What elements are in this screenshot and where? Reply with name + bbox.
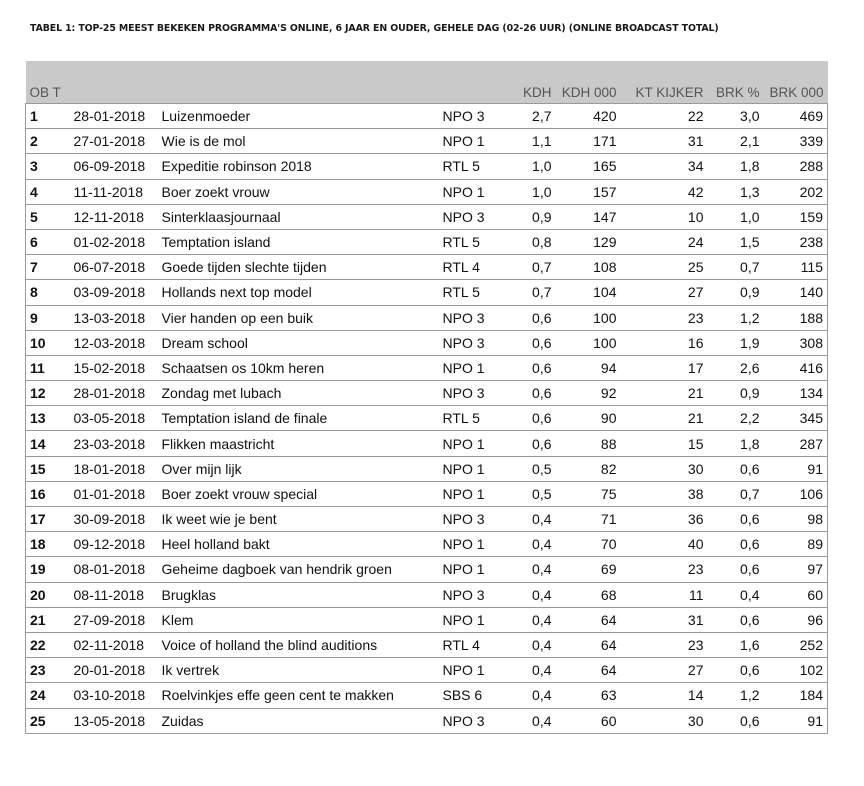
brk000-cell: 188 [764,305,828,330]
channel-cell: NPO 3 [439,330,516,355]
rank-cell: 9 [26,305,70,330]
kdh000-cell: 94 [556,355,621,380]
channel-cell: NPO 1 [439,456,516,481]
kdh-cell: 0,7 [516,280,556,305]
brk-pct-cell: 0,9 [708,381,764,406]
kdh000-cell: 100 [556,330,621,355]
brk000-cell: 252 [764,632,828,657]
date-cell: 08-11-2018 [70,582,158,607]
program-cell: Temptation island [158,229,439,254]
date-cell: 18-01-2018 [70,456,158,481]
kdh-cell: 0,4 [516,632,556,657]
table-row [26,708,828,733]
kdh000-cell: 75 [556,481,621,506]
kdh000-cell: 420 [556,104,621,129]
kdh000-cell: 100 [556,305,621,330]
brk-pct-cell: 1,5 [708,229,764,254]
table-row [26,204,828,229]
channel-cell: NPO 1 [439,481,516,506]
program-cell: Brugklas [158,582,439,607]
kdh-cell: 0,4 [516,557,556,582]
program-cell: Temptation island de finale [158,406,439,431]
date-cell: 27-01-2018 [70,129,158,154]
kdh-cell: 0,8 [516,229,556,254]
kdh-cell: 1,0 [516,154,556,179]
date-cell: 28-01-2018 [70,381,158,406]
program-cell: Ik vertrek [158,658,439,683]
channel-cell: NPO 3 [439,582,516,607]
brk000-cell: 288 [764,154,828,179]
date-cell: 23-03-2018 [70,431,158,456]
column-header-program [158,61,439,104]
table-header-row [26,61,828,104]
channel-cell: NPO 1 [439,431,516,456]
date-cell: 08-01-2018 [70,557,158,582]
kdh-cell: 2,7 [516,104,556,129]
program-cell: Heel holland bakt [158,532,439,557]
kdh-cell: 0,4 [516,582,556,607]
column-header-date [70,61,158,104]
brk000-cell: 416 [764,355,828,380]
channel-cell: NPO 1 [439,607,516,632]
kdh-cell: 0,6 [516,381,556,406]
brk-pct-cell: 0,4 [708,582,764,607]
channel-cell: NPO 1 [439,129,516,154]
channel-cell: NPO 1 [439,532,516,557]
date-cell: 01-02-2018 [70,229,158,254]
kt-kijker-cell: 34 [621,154,708,179]
program-cell: Zuidas [158,708,439,733]
kdh000-cell: 88 [556,431,621,456]
kdh000-cell: 64 [556,658,621,683]
channel-cell: RTL 4 [439,632,516,657]
table-row [26,557,828,582]
table-row [26,381,828,406]
channel-cell: RTL 4 [439,255,516,280]
table-row [26,330,828,355]
channel-cell: RTL 5 [439,280,516,305]
brk000-cell: 159 [764,204,828,229]
date-cell: 13-05-2018 [70,708,158,733]
rank-cell: 4 [26,179,70,204]
kdh000-cell: 104 [556,280,621,305]
kdh-cell: 0,6 [516,431,556,456]
program-cell: Ik weet wie je bent [158,507,439,532]
program-cell: Geheime dagboek van hendrik groen [158,557,439,582]
table-row [26,456,828,481]
kt-kijker-cell: 42 [621,179,708,204]
column-header-brk-pct: BRK % [715,85,760,100]
brk000-cell: 140 [764,280,828,305]
kdh-cell: 0,4 [516,507,556,532]
brk000-cell: 60 [764,582,828,607]
date-cell: 12-11-2018 [70,204,158,229]
channel-cell: NPO 3 [439,708,516,733]
table-row [26,305,828,330]
kt-kijker-cell: 23 [621,557,708,582]
kdh-cell: 0,4 [516,708,556,733]
kt-kijker-cell: 17 [621,355,708,380]
channel-cell: NPO 3 [439,381,516,406]
date-cell: 28-01-2018 [70,104,158,129]
kdh000-cell: 92 [556,381,621,406]
kt-kijker-cell: 21 [621,381,708,406]
kdh-cell: 0,4 [516,683,556,708]
kdh000-cell: 147 [556,204,621,229]
date-cell: 30-09-2018 [70,507,158,532]
program-cell: Luizenmoeder [158,104,439,129]
rank-cell: 19 [26,557,70,582]
brk-pct-cell: 1,0 [708,204,764,229]
column-header-kdh: KDH [522,85,552,100]
rank-cell: 21 [26,607,70,632]
channel-cell: RTL 5 [439,154,516,179]
program-cell: Klem [158,607,439,632]
table-row [26,683,828,708]
table-row [26,607,828,632]
table-row [26,582,828,607]
column-header-obt: OB T [29,85,61,100]
channel-cell: NPO 3 [439,507,516,532]
kt-kijker-cell: 36 [621,507,708,532]
brk000-cell: 202 [764,179,828,204]
brk000-cell: 238 [764,229,828,254]
date-cell: 06-07-2018 [70,255,158,280]
program-cell: Vier handen op een buik [158,305,439,330]
column-header-kdh000: KDH 000 [561,85,617,100]
program-cell: Schaatsen os 10km heren [158,355,439,380]
program-cell: Hollands next top model [158,280,439,305]
kdh000-cell: 171 [556,129,621,154]
kdh-cell: 0,6 [516,330,556,355]
date-cell: 03-09-2018 [70,280,158,305]
kdh000-cell: 60 [556,708,621,733]
kt-kijker-cell: 14 [621,683,708,708]
kt-kijker-cell: 24 [621,229,708,254]
table-row [26,658,828,683]
rank-cell: 10 [26,330,70,355]
rank-cell: 2 [26,129,70,154]
brk-pct-cell: 1,9 [708,330,764,355]
brk-pct-cell: 0,6 [708,507,764,532]
program-cell: Boer zoekt vrouw [158,179,439,204]
channel-cell: NPO 3 [439,305,516,330]
channel-cell: NPO 1 [439,355,516,380]
kt-kijker-cell: 30 [621,456,708,481]
table-row [26,129,828,154]
brk-pct-cell: 2,6 [708,355,764,380]
program-cell: Sinterklaasjournaal [158,204,439,229]
kdh000-cell: 69 [556,557,621,582]
rank-cell: 13 [26,406,70,431]
kt-kijker-cell: 27 [621,280,708,305]
rank-cell: 12 [26,381,70,406]
channel-cell: NPO 1 [439,179,516,204]
table-row [26,481,828,506]
kt-kijker-cell: 23 [621,305,708,330]
kt-kijker-cell: 38 [621,481,708,506]
kdh-cell: 1,0 [516,179,556,204]
rank-cell: 6 [26,229,70,254]
rank-cell: 18 [26,532,70,557]
kdh000-cell: 108 [556,255,621,280]
ratings-table [25,61,828,734]
kdh000-cell: 70 [556,532,621,557]
kdh-cell: 0,6 [516,355,556,380]
kdh-cell: 0,6 [516,406,556,431]
kt-kijker-cell: 21 [621,406,708,431]
kdh000-cell: 71 [556,507,621,532]
brk-pct-cell: 1,6 [708,632,764,657]
brk000-cell: 91 [764,456,828,481]
channel-cell: SBS 6 [439,683,516,708]
table-row [26,355,828,380]
brk000-cell: 287 [764,431,828,456]
program-cell: Goede tijden slechte tijden [158,255,439,280]
table-row [26,532,828,557]
kdh000-cell: 129 [556,229,621,254]
brk-pct-cell: 0,6 [708,456,764,481]
kt-kijker-cell: 30 [621,708,708,733]
brk000-cell: 102 [764,658,828,683]
program-cell: Over mijn lijk [158,456,439,481]
channel-cell: NPO 1 [439,658,516,683]
rank-cell: 8 [26,280,70,305]
table-row [26,507,828,532]
kdh000-cell: 90 [556,406,621,431]
brk-pct-cell: 0,6 [708,708,764,733]
program-cell: Zondag met lubach [158,381,439,406]
kdh-cell: 0,5 [516,481,556,506]
rank-cell: 23 [26,658,70,683]
brk-pct-cell: 1,8 [708,154,764,179]
kdh000-cell: 63 [556,683,621,708]
kdh000-cell: 157 [556,179,621,204]
kt-kijker-cell: 31 [621,129,708,154]
program-cell: Flikken maastricht [158,431,439,456]
kt-kijker-cell: 25 [621,255,708,280]
kt-kijker-cell: 40 [621,532,708,557]
table-row [26,179,828,204]
kt-kijker-cell: 23 [621,632,708,657]
rank-cell: 1 [26,104,70,129]
brk000-cell: 89 [764,532,828,557]
channel-cell: RTL 5 [439,229,516,254]
brk-pct-cell: 0,6 [708,607,764,632]
channel-cell: NPO 3 [439,104,516,129]
kdh000-cell: 64 [556,632,621,657]
date-cell: 06-09-2018 [70,154,158,179]
rank-cell: 14 [26,431,70,456]
kt-kijker-cell: 22 [621,104,708,129]
date-cell: 15-02-2018 [70,355,158,380]
brk000-cell: 308 [764,330,828,355]
kt-kijker-cell: 16 [621,330,708,355]
brk-pct-cell: 2,1 [708,129,764,154]
table-title: TABEL 1: TOP-25 MEEST BEKEKEN PROGRAMMA'S ONLINE, 6 JAAR EN OUDER, GEHELE DAG (02-26 UUR) (ONLINE BROADCAST TOTAL) [30,23,719,34]
date-cell: 11-11-2018 [70,179,158,204]
table-row [26,406,828,431]
column-header-channel [439,61,516,104]
rank-cell: 15 [26,456,70,481]
date-cell: 03-10-2018 [70,683,158,708]
brk000-cell: 339 [764,129,828,154]
kt-kijker-cell: 27 [621,658,708,683]
table-row [26,255,828,280]
kdh-cell: 1,1 [516,129,556,154]
brk000-cell: 469 [764,104,828,129]
brk000-cell: 97 [764,557,828,582]
table-row [26,632,828,657]
brk000-cell: 98 [764,507,828,532]
program-cell: Dream school [158,330,439,355]
brk-pct-cell: 1,2 [708,305,764,330]
brk000-cell: 91 [764,708,828,733]
rank-cell: 11 [26,355,70,380]
kdh000-cell: 165 [556,154,621,179]
table-row [26,154,828,179]
brk000-cell: 106 [764,481,828,506]
rank-cell: 16 [26,481,70,506]
table-body [26,104,828,734]
brk-pct-cell: 1,3 [708,179,764,204]
rank-cell: 20 [26,582,70,607]
date-cell: 12-03-2018 [70,330,158,355]
rank-cell: 24 [26,683,70,708]
date-cell: 09-12-2018 [70,532,158,557]
table-row [26,229,828,254]
brk-pct-cell: 0,9 [708,280,764,305]
brk-pct-cell: 0,6 [708,557,764,582]
brk000-cell: 134 [764,381,828,406]
rank-cell: 3 [26,154,70,179]
program-cell: Boer zoekt vrouw special [158,481,439,506]
date-cell: 03-05-2018 [70,406,158,431]
program-cell: Voice of holland the blind auditions [158,632,439,657]
brk-pct-cell: 0,6 [708,532,764,557]
date-cell: 13-03-2018 [70,305,158,330]
brk-pct-cell: 0,7 [708,481,764,506]
date-cell: 01-01-2018 [70,481,158,506]
kt-kijker-cell: 10 [621,204,708,229]
kt-kijker-cell: 11 [621,582,708,607]
date-cell: 27-09-2018 [70,607,158,632]
channel-cell: RTL 5 [439,406,516,431]
channel-cell: NPO 1 [439,557,516,582]
channel-cell: NPO 3 [439,204,516,229]
rank-cell: 25 [26,708,70,733]
kdh000-cell: 64 [556,607,621,632]
kdh-cell: 0,5 [516,456,556,481]
kdh000-cell: 68 [556,582,621,607]
brk000-cell: 115 [764,255,828,280]
kt-kijker-cell: 15 [621,431,708,456]
date-cell: 02-11-2018 [70,632,158,657]
brk-pct-cell: 1,2 [708,683,764,708]
date-cell: 20-01-2018 [70,658,158,683]
kt-kijker-cell: 31 [621,607,708,632]
brk-pct-cell: 2,2 [708,406,764,431]
table-row [26,280,828,305]
column-header-kt-kijker: KT KIJKER [635,85,704,100]
table-row [26,104,828,129]
kdh-cell: 0,4 [516,532,556,557]
brk-pct-cell: 1,8 [708,431,764,456]
brk000-cell: 184 [764,683,828,708]
kdh000-cell: 82 [556,456,621,481]
brk000-cell: 96 [764,607,828,632]
program-cell: Roelvinkjes effe geen cent te makken [158,683,439,708]
table-row [26,431,828,456]
program-cell: Expeditie robinson 2018 [158,154,439,179]
rank-cell: 17 [26,507,70,532]
rank-cell: 5 [26,204,70,229]
rank-cell: 7 [26,255,70,280]
brk-pct-cell: 0,6 [708,658,764,683]
brk-pct-cell: 0,7 [708,255,764,280]
kdh-cell: 0,9 [516,204,556,229]
brk000-cell: 345 [764,406,828,431]
program-cell: Wie is de mol [158,129,439,154]
kdh-cell: 0,4 [516,658,556,683]
brk-pct-cell: 3,0 [708,104,764,129]
kdh-cell: 0,4 [516,607,556,632]
rank-cell: 22 [26,632,70,657]
kdh-cell: 0,6 [516,305,556,330]
kdh-cell: 0,7 [516,255,556,280]
column-header-brk000: BRK 000 [769,85,824,100]
